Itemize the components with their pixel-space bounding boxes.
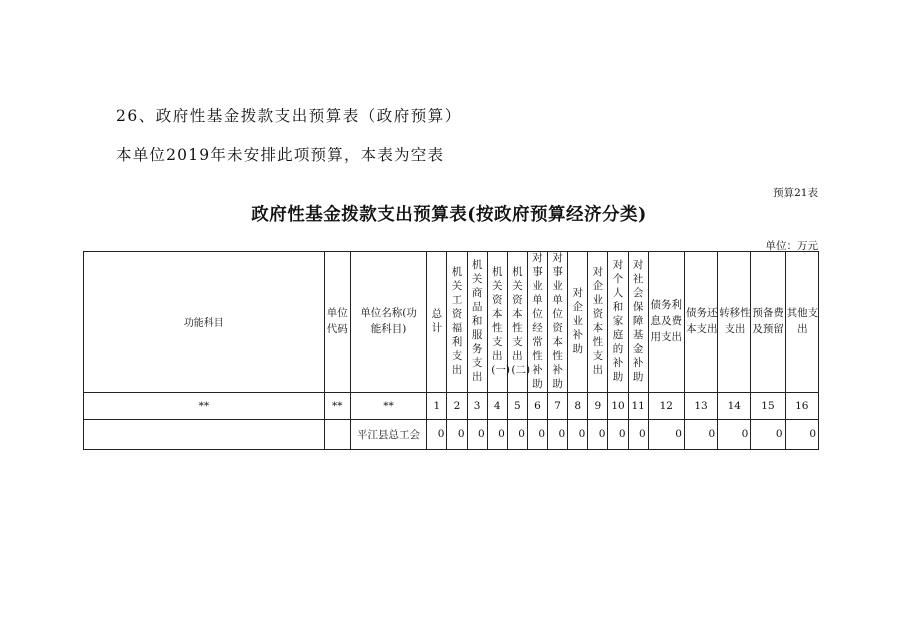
data-cell: 0 xyxy=(447,419,467,449)
data-cell xyxy=(84,419,325,449)
data-cell: 0 xyxy=(785,419,818,449)
num-cell: 7 xyxy=(548,392,568,419)
num-cell: 11 xyxy=(628,392,648,419)
data-cell: 0 xyxy=(684,419,717,449)
data-cell: 0 xyxy=(467,419,487,449)
section-title: 26、政府性基金拨款支出预算表（政府预算） xyxy=(116,107,462,125)
section-note: 本单位2019年未安排此项预算，本表为空表 xyxy=(116,146,445,164)
data-cell: 0 xyxy=(628,419,648,449)
data-cell: 0 xyxy=(487,419,507,449)
header-c15: 其他支出 xyxy=(785,252,818,393)
header-c9: 对个人和家庭的补助 xyxy=(608,252,628,393)
header-total: 总计 xyxy=(427,252,447,393)
header-row xyxy=(84,252,819,393)
table-row xyxy=(84,419,819,449)
header-c10: 对社会保障基金补助 xyxy=(628,252,648,393)
header-c12: 债务还本支出 xyxy=(684,252,717,393)
table-title: 政府性基金拨款支出预算表(按政府预算经济分类) xyxy=(251,205,647,225)
num-cell: ** xyxy=(350,392,427,419)
num-cell: 12 xyxy=(648,392,684,419)
num-cell: 10 xyxy=(608,392,628,419)
header-c7: 对企业补助 xyxy=(568,252,588,393)
header-c1: 机关工资福利支出 xyxy=(447,252,467,393)
data-cell: 0 xyxy=(507,419,527,449)
data-cell: 0 xyxy=(608,419,628,449)
num-cell: 8 xyxy=(568,392,588,419)
header-c4: 机关资本性支出(二) xyxy=(507,252,527,393)
num-cell: 5 xyxy=(507,392,527,419)
num-cell: 2 xyxy=(447,392,467,419)
header-c8: 对企业资本性支出 xyxy=(588,252,608,393)
header-c6: 对事业单位资本性补助 xyxy=(548,252,568,393)
column-number-row xyxy=(84,392,819,419)
data-cell: 0 xyxy=(568,419,588,449)
num-cell: 15 xyxy=(751,392,785,419)
header-c11: 债务利息及费用支出 xyxy=(648,252,684,393)
header-c3: 机关资本性支出(一) xyxy=(487,252,507,393)
data-cell: 0 xyxy=(718,419,751,449)
header-c13: 转移性支出 xyxy=(718,252,751,393)
data-cell: 0 xyxy=(527,419,547,449)
budget-table xyxy=(83,251,819,450)
data-cell: 0 xyxy=(648,419,684,449)
num-cell: ** xyxy=(84,392,325,419)
header-code: 单位代码 xyxy=(324,252,350,393)
data-cell: 0 xyxy=(588,419,608,449)
data-cell: 0 xyxy=(427,419,447,449)
num-cell: 6 xyxy=(527,392,547,419)
num-cell: 1 xyxy=(427,392,447,419)
num-cell: 3 xyxy=(467,392,487,419)
num-cell: 16 xyxy=(785,392,818,419)
num-cell: 9 xyxy=(588,392,608,419)
header-func: 功能科目 xyxy=(84,252,325,393)
data-cell: 0 xyxy=(548,419,568,449)
header-name: 单位名称(功能科目) xyxy=(350,252,427,393)
unit-label: 单位：万元 xyxy=(765,240,818,252)
num-cell: 13 xyxy=(684,392,717,419)
num-cell: ** xyxy=(324,392,350,419)
form-number: 预算21表 xyxy=(773,187,818,199)
num-cell: 4 xyxy=(487,392,507,419)
data-cell xyxy=(324,419,350,449)
header-c14: 预备费及预留 xyxy=(751,252,785,393)
data-cell: 0 xyxy=(751,419,785,449)
header-c2: 机关商品和服务支出 xyxy=(467,252,487,393)
num-cell: 14 xyxy=(718,392,751,419)
header-c5: 对事业单位经常性补助 xyxy=(527,252,547,393)
data-cell-unit-name: 平江县总工会 xyxy=(350,419,427,449)
